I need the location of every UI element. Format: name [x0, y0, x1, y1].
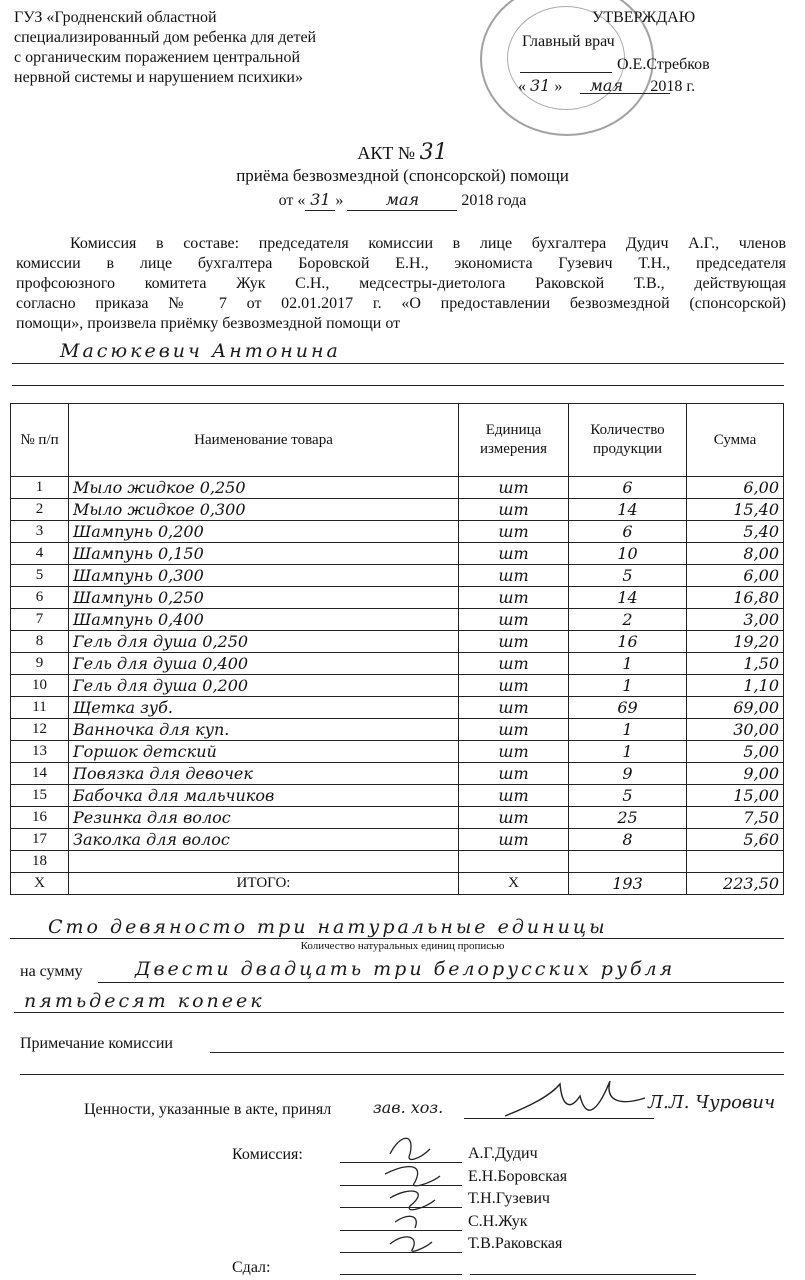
- total-unit: Х: [459, 873, 569, 895]
- commission-members: [468, 1143, 567, 1256]
- goods-table: [10, 403, 784, 895]
- cell-num: 10: [11, 675, 69, 697]
- cell-unit: шт: [459, 829, 569, 851]
- cell-name: Гель для душа 0,200: [69, 675, 459, 697]
- accepted-label: Ценности, указанные в акте, принял: [84, 1101, 332, 1118]
- cell-qty: 1: [569, 675, 687, 697]
- table-row: [11, 829, 784, 851]
- cell-name: Резинка для волос: [69, 807, 459, 829]
- cell-unit: шт: [459, 697, 569, 719]
- act-date-mid: »: [335, 192, 344, 209]
- table-row: [11, 631, 784, 653]
- cell-unit: шт: [459, 807, 569, 829]
- cell-sum: 69,00: [687, 697, 784, 719]
- cell-qty: 14: [569, 499, 687, 521]
- cell-num: 11: [11, 697, 69, 719]
- act-title-prefix: АКТ №: [357, 143, 416, 163]
- cell-qty: 5: [569, 565, 687, 587]
- table-row: [11, 807, 784, 829]
- cell-num: 17: [11, 829, 69, 851]
- cell-num: 15: [11, 785, 69, 807]
- act-title: [0, 140, 805, 165]
- cell-name: Бабочка для мальчиков: [69, 785, 459, 807]
- cell-name: Щетка зуб.: [69, 697, 459, 719]
- cell-name: [69, 851, 459, 873]
- cell-num: 2: [11, 499, 69, 521]
- table-row: [11, 851, 784, 873]
- commission-signatures: [360, 1124, 460, 1260]
- cell-sum: 7,50: [687, 807, 784, 829]
- cell-qty: 6: [569, 477, 687, 499]
- cell-unit: [459, 851, 569, 873]
- cell-qty: 69: [569, 697, 687, 719]
- cell-unit: шт: [459, 609, 569, 631]
- cell-qty: 14: [569, 587, 687, 609]
- organization-block: [14, 8, 316, 88]
- table-row: [11, 609, 784, 631]
- cell-sum: 3,00: [687, 609, 784, 631]
- accepted-name: Л.Л. Чурович: [648, 1092, 776, 1113]
- org-line-4: нервной системы и нарушением психики»: [14, 69, 303, 86]
- cell-sum: 5,40: [687, 521, 784, 543]
- act-date: [0, 190, 805, 211]
- table-row: [11, 521, 784, 543]
- approve-signature-line: [520, 72, 612, 73]
- cell-unit: шт: [459, 719, 569, 741]
- cell-sum: 6,00: [687, 565, 784, 587]
- cell-sum: 1,10: [687, 675, 784, 697]
- accepted-position: зав. хоз.: [373, 1098, 444, 1117]
- cell-qty: 1: [569, 719, 687, 741]
- member-4: С.Н.Жук: [468, 1212, 528, 1230]
- commission-label: Комиссия:: [232, 1146, 303, 1163]
- col-header-sum: Сумма: [687, 404, 784, 477]
- donor-line-2: [12, 385, 784, 386]
- act-date-year: 2018 года: [461, 192, 527, 209]
- cell-name: Повязка для девочек: [69, 763, 459, 785]
- act-date-prefix: от «: [278, 192, 306, 209]
- table-row: [11, 719, 784, 741]
- cell-num: 16: [11, 807, 69, 829]
- cell-unit: шт: [459, 499, 569, 521]
- commission-paragraph: [16, 234, 786, 334]
- accepted-line: [464, 1118, 654, 1119]
- cell-name: Шампунь 0,150: [69, 543, 459, 565]
- sum-in-words-1: Двести двадцать три белорусских рубля: [135, 958, 676, 980]
- cell-unit: шт: [459, 543, 569, 565]
- approve-month-line: [580, 93, 670, 94]
- cell-qty: [569, 851, 687, 873]
- cell-unit: шт: [459, 565, 569, 587]
- sum-in-words-2: пятьдесят копеек: [24, 990, 265, 1012]
- cell-num: 6: [11, 587, 69, 609]
- col-header-num: № п/п: [11, 404, 69, 477]
- cell-num: 13: [11, 741, 69, 763]
- table-row: [11, 477, 784, 499]
- cell-name: Шампунь 0,400: [69, 609, 459, 631]
- sum-words-line-1: [98, 982, 784, 983]
- cell-qty: 1: [569, 741, 687, 763]
- cell-num: 14: [11, 763, 69, 785]
- cell-name: Гель для душа 0,400: [69, 653, 459, 675]
- cell-qty: 8: [569, 829, 687, 851]
- cell-num: 8: [11, 631, 69, 653]
- table-row: [11, 565, 784, 587]
- total-label: ИТОГО:: [69, 873, 459, 895]
- cell-sum: 6,00: [687, 477, 784, 499]
- member-2: Е.Н.Боровская: [468, 1167, 568, 1185]
- sum-words-line-2: [14, 1012, 784, 1013]
- org-line-3: с органическим поражением центральной: [14, 49, 301, 66]
- cell-num: 4: [11, 543, 69, 565]
- cell-qty: 6: [569, 521, 687, 543]
- note-line-2: [20, 1074, 784, 1075]
- cell-qty: 9: [569, 763, 687, 785]
- cell-name: Горшок детский: [69, 741, 459, 763]
- cell-sum: 16,80: [687, 587, 784, 609]
- member-1: А.Г.Дудич: [468, 1145, 538, 1162]
- cell-unit: шт: [459, 763, 569, 785]
- table-row: [11, 653, 784, 675]
- cell-sum: 1,50: [687, 653, 784, 675]
- cell-sum: 15,40: [687, 499, 784, 521]
- approve-signer: О.Е.Стребков: [617, 56, 710, 73]
- cell-name: Шампунь 0,250: [69, 587, 459, 609]
- cell-sum: 5,00: [687, 741, 784, 763]
- approve-date-month: мая: [589, 76, 624, 95]
- cell-qty: 10: [569, 543, 687, 565]
- cell-name: Гель для душа 0,250: [69, 631, 459, 653]
- commission-line-2: комиссии в лице бухгалтера Боровской Е.Н., экономиста Гузевич Т.Н., председателя: [16, 255, 786, 272]
- col-header-qty: Количество продукции: [569, 404, 687, 477]
- cell-num: 12: [11, 719, 69, 741]
- table-row: [11, 499, 784, 521]
- cell-num: 9: [11, 653, 69, 675]
- cell-sum: 8,00: [687, 543, 784, 565]
- col-header-unit: Единица измерения: [459, 404, 569, 477]
- table-row: [11, 543, 784, 565]
- act-subtitle: приёма безвозмездной (спонсорской) помощи: [236, 166, 569, 185]
- cell-qty: 1: [569, 653, 687, 675]
- cell-unit: шт: [459, 587, 569, 609]
- cell-unit: шт: [459, 653, 569, 675]
- table-header-row: [11, 404, 784, 477]
- commission-line-5: помощи», произвела приёмку безвозмездной помощи от: [16, 315, 401, 332]
- table-row: [11, 587, 784, 609]
- approve-date-day: 31: [530, 76, 551, 95]
- note-label: Примечание комиссии: [20, 1035, 173, 1052]
- cell-num: 18: [11, 851, 69, 873]
- cell-num: 1: [11, 477, 69, 499]
- table-row: [11, 675, 784, 697]
- cell-sum: 30,00: [687, 719, 784, 741]
- qty-in-words: Сто девяносто три натуральные единицы: [48, 916, 608, 938]
- member-3: Т.Н.Гузевич: [468, 1190, 550, 1207]
- commission-line-1: Комиссия в составе: председателя комиссии в лице бухгалтера Дудич А.Г., членов: [70, 235, 786, 252]
- handed-label: Сдал:: [232, 1259, 271, 1276]
- table-row: [11, 785, 784, 807]
- member-5: Т.В.Раковская: [468, 1235, 563, 1252]
- cell-qty: 25: [569, 807, 687, 829]
- cell-unit: шт: [459, 741, 569, 763]
- cell-num: 7: [11, 609, 69, 631]
- sum-label: на сумму: [20, 963, 83, 980]
- donor-name: Масюкевич Антонина: [60, 340, 341, 362]
- cell-name: Ванночка для куп.: [69, 719, 459, 741]
- commission-line-4: согласно приказа № 7 от 02.01.2017 г. «О предоставлении безвозмездной (спонсорской): [16, 295, 786, 312]
- qty-words-caption: Количество натуральных единиц прописью: [300, 940, 505, 952]
- note-line-1: [210, 1052, 784, 1053]
- cell-sum: 5,60: [687, 829, 784, 851]
- cell-sum: 15,00: [687, 785, 784, 807]
- approve-date-year: 2018 г.: [650, 78, 696, 95]
- org-line-1: ГУЗ «Гродненский областной: [14, 9, 217, 26]
- org-line-2: специализированный дом ребенка для детей: [14, 29, 317, 46]
- cell-name: Мыло жидкое 0,250: [69, 477, 459, 499]
- approve-position: Главный врач: [522, 33, 615, 50]
- total-qty: 193: [569, 873, 687, 895]
- table-row: [11, 741, 784, 763]
- table-total-row: [11, 873, 784, 895]
- cell-name: Шампунь 0,200: [69, 521, 459, 543]
- cell-qty: 2: [569, 609, 687, 631]
- cell-unit: шт: [459, 785, 569, 807]
- qty-words-line: [10, 938, 784, 939]
- cell-qty: 16: [569, 631, 687, 653]
- col-header-name: Наименование товара: [69, 404, 459, 477]
- table-row: [11, 763, 784, 785]
- approve-date: « 31 » мая 2018 г.: [518, 76, 696, 95]
- cell-unit: шт: [459, 477, 569, 499]
- donor-line-1: [12, 363, 784, 364]
- total-sum: 223,50: [687, 873, 784, 895]
- cell-name: Мыло жидкое 0,300: [69, 499, 459, 521]
- cell-unit: шт: [459, 675, 569, 697]
- cell-qty: 5: [569, 785, 687, 807]
- cell-num: 3: [11, 521, 69, 543]
- commission-line-3: профсоюзного комитета Жук С.Н., медсестры-диетолога Раковской Т.В., действующая: [16, 275, 786, 292]
- table-row: [11, 697, 784, 719]
- cell-name: Шампунь 0,300: [69, 565, 459, 587]
- total-num: Х: [11, 873, 69, 895]
- cell-name: Заколка для волос: [69, 829, 459, 851]
- cell-unit: шт: [459, 521, 569, 543]
- cell-sum: 9,00: [687, 763, 784, 785]
- handed-line-1: [340, 1274, 462, 1275]
- cell-num: 5: [11, 565, 69, 587]
- act-date-month: мая: [347, 190, 457, 211]
- cell-sum: 19,20: [687, 631, 784, 653]
- cell-unit: шт: [459, 631, 569, 653]
- approve-title: УТВЕРЖДАЮ: [592, 9, 696, 26]
- handed-line-2: [470, 1274, 696, 1275]
- act-number: 31: [419, 140, 448, 165]
- cell-sum: [687, 851, 784, 873]
- act-date-day: 31: [305, 190, 335, 211]
